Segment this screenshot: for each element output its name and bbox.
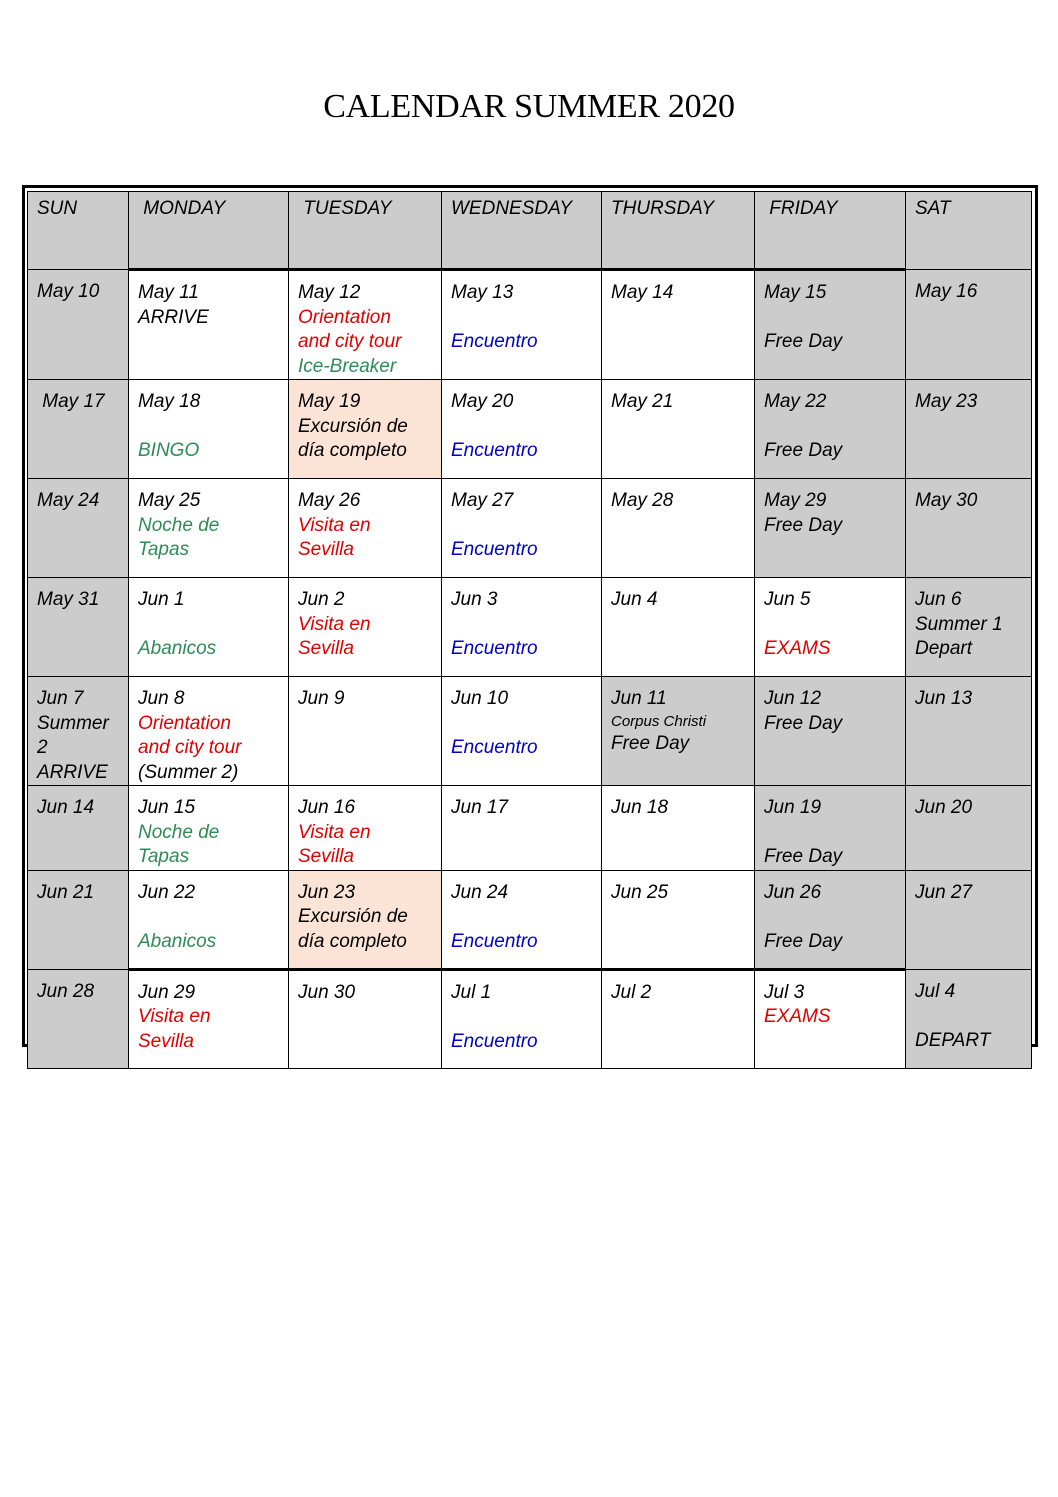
event-text: Encuentro [451, 737, 538, 758]
day-cell-sat [906, 786, 1032, 871]
day-cell-sat [906, 870, 1032, 969]
day-date: Jun 12 [764, 688, 822, 709]
event-text: Excursión de [298, 415, 408, 437]
event-text: Ice-Breaker [298, 355, 397, 377]
blank-line [451, 306, 593, 331]
day-date: Jul 4 [915, 980, 956, 1002]
header-row [28, 192, 1032, 270]
day-date: Jun 16 [298, 797, 356, 818]
event-text: Visita en [298, 514, 371, 536]
header-monday [129, 192, 289, 270]
event-text: 2 [37, 737, 48, 758]
page-title: CALENDAR SUMMER 2020 [323, 88, 735, 125]
event-text: (Summer 2) [138, 761, 239, 783]
week-row [28, 578, 1032, 677]
day-cell-fri [755, 870, 906, 969]
event-text: EXAMS [764, 1006, 831, 1027]
day-cell-sun [28, 786, 129, 871]
day-cell-thu [602, 969, 755, 1068]
day-date: Jun 25 [611, 881, 669, 903]
day-cell-wed [442, 786, 602, 871]
event-text: día completo [298, 440, 407, 461]
day-date: Jun 19 [764, 797, 822, 818]
event-text: Sevilla [138, 1030, 194, 1052]
blank-line [451, 613, 593, 638]
header-label: THURSDAY [611, 198, 715, 219]
day-cell-fri [755, 270, 906, 380]
day-cell-wed [442, 969, 602, 1068]
blank-line [451, 712, 593, 737]
day-date: Jun 21 [37, 881, 95, 903]
day-cell-sat [906, 380, 1032, 479]
event-text: EXAMS [764, 638, 831, 659]
event-text: Free Day [764, 930, 843, 952]
week-row [28, 677, 1032, 786]
event-text: Free Day [764, 712, 843, 734]
event-text: Visita en [298, 821, 371, 843]
day-date: Jun 4 [611, 589, 658, 610]
event-text: Free Day [764, 514, 843, 536]
event-text: Free Day [764, 846, 843, 867]
day-cell-mon [129, 270, 289, 380]
day-cell-sun [28, 969, 129, 1068]
event-text: Abanicos [138, 930, 217, 952]
day-cell-wed [442, 870, 602, 969]
day-cell-fri [755, 969, 906, 1068]
week-row [28, 870, 1032, 969]
day-date: Jun 24 [451, 881, 509, 903]
event-text: Abanicos [138, 638, 217, 659]
header-thursday [602, 192, 755, 270]
blank-line [764, 415, 897, 440]
day-date: May 30 [915, 490, 978, 511]
day-date: May 20 [451, 391, 514, 412]
day-cell-tue [289, 786, 442, 871]
blank-line [451, 514, 593, 539]
day-cell-sun [28, 677, 129, 786]
day-date: Jun 22 [138, 881, 196, 903]
day-date: May 26 [298, 490, 361, 511]
day-date: May 23 [915, 391, 978, 412]
event-text: Sevilla [298, 539, 354, 560]
day-date: May 22 [764, 391, 827, 412]
day-date: May 11 [138, 282, 199, 303]
calendar-table [27, 191, 1032, 1069]
week-row [28, 270, 1032, 380]
day-cell-tue [289, 677, 442, 786]
event-text: Encuentro [451, 440, 538, 461]
event-text: Summer [37, 712, 109, 734]
day-date: May 31 [37, 589, 100, 610]
header-label: FRIDAY [764, 198, 838, 219]
event-text: Excursión de [298, 906, 408, 927]
day-date: May 12 [298, 282, 361, 303]
day-cell-mon [129, 479, 289, 578]
day-date: Jun 17 [451, 797, 509, 818]
day-cell-tue [289, 479, 442, 578]
day-date: May 25 [138, 490, 201, 511]
day-date: Jun 5 [764, 589, 811, 610]
header-sat [906, 192, 1032, 270]
day-cell-thu [602, 479, 755, 578]
event-text: Encuentro [451, 930, 538, 952]
blank-line [138, 905, 280, 930]
header-label: SUN [37, 198, 78, 219]
day-date: May 15 [764, 282, 827, 303]
day-date: Jun 14 [37, 797, 95, 818]
day-cell-wed [442, 380, 602, 479]
day-cell-wed [442, 578, 602, 677]
day-date: May 19 [298, 391, 361, 412]
event-text: Orientation [138, 712, 231, 734]
event-text: Orientation [298, 306, 391, 328]
day-date: May 29 [764, 490, 827, 511]
event-text: Noche de [138, 514, 220, 536]
day-cell-fri [755, 479, 906, 578]
day-cell-sun [28, 380, 129, 479]
day-date: May 24 [37, 490, 100, 511]
day-date: Jun 2 [298, 589, 345, 610]
header-label: WEDNESDAY [451, 198, 573, 219]
day-date: Jul 2 [611, 981, 652, 1003]
day-date: Jun 23 [298, 881, 356, 903]
blank-line [451, 415, 593, 440]
day-cell-sun [28, 270, 129, 380]
day-cell-fri [755, 677, 906, 786]
day-date: May 16 [915, 281, 978, 302]
event-text: Free Day [611, 732, 690, 754]
day-cell-wed [442, 270, 602, 380]
event-text: Sevilla [298, 638, 354, 659]
day-date: May 18 [138, 391, 201, 412]
event-text: and city tour [298, 331, 402, 352]
day-cell-sat [906, 578, 1032, 677]
blank-line [764, 306, 897, 331]
day-date: Jun 1 [138, 589, 185, 610]
header-label: TUESDAY [298, 198, 392, 219]
day-cell-sat [906, 479, 1032, 578]
day-cell-mon [129, 380, 289, 479]
day-cell-thu [602, 270, 755, 380]
day-cell-sat [906, 677, 1032, 786]
event-text: BINGO [138, 440, 200, 461]
day-date: Jul 3 [764, 981, 805, 1003]
event-text: Visita en [138, 1006, 211, 1027]
day-date: May 27 [451, 490, 514, 511]
day-cell-thu [602, 870, 755, 969]
week-row [28, 479, 1032, 578]
day-cell-sat [906, 270, 1032, 380]
day-date: Jun 27 [915, 881, 973, 903]
day-cell-sun [28, 870, 129, 969]
event-text: DEPART [915, 1029, 991, 1051]
week-row [28, 380, 1032, 479]
header-sun [28, 192, 129, 270]
event-text: Tapas [138, 846, 190, 867]
day-date: May 13 [451, 282, 514, 303]
day-cell-fri [755, 380, 906, 479]
day-date: May 17 [37, 391, 105, 412]
day-date: Jun 28 [37, 980, 95, 1002]
day-date: Jun 29 [138, 981, 196, 1003]
event-text: Free Day [764, 331, 843, 352]
event-text: Tapas [138, 539, 190, 560]
blank-line [764, 905, 897, 930]
header-tuesday [289, 192, 442, 270]
day-cell-tue [289, 380, 442, 479]
day-date: Jun 30 [298, 981, 356, 1003]
day-cell-wed [442, 677, 602, 786]
day-date: Jun 13 [915, 688, 973, 709]
event-text: Noche de [138, 821, 220, 843]
header-label: SAT [915, 198, 951, 219]
day-date: Jun 7 [37, 688, 84, 709]
day-date: May 21 [611, 391, 674, 412]
day-cell-thu [602, 578, 755, 677]
day-cell-sun [28, 578, 129, 677]
event-text: and city tour [138, 737, 242, 758]
day-cell-tue [289, 870, 442, 969]
day-cell-fri [755, 578, 906, 677]
day-cell-thu [602, 786, 755, 871]
week-row [28, 786, 1032, 871]
blank-line [764, 821, 897, 846]
calendar-body [28, 270, 1032, 1069]
event-text: ARRIVE [37, 761, 108, 783]
header-wednesday [442, 192, 602, 270]
event-text: día completo [298, 930, 407, 952]
day-date: May 28 [611, 490, 674, 511]
day-cell-tue [289, 270, 442, 380]
blank-line [138, 613, 280, 638]
event-text: Encuentro [451, 638, 538, 659]
day-date: Jun 15 [138, 797, 196, 818]
event-text: Depart [915, 638, 973, 659]
event-text: Encuentro [451, 539, 538, 560]
holiday-note: Corpus Christi [611, 712, 707, 730]
blank-line [764, 613, 897, 638]
day-cell-thu [602, 677, 755, 786]
event-text: Free Day [764, 440, 843, 461]
day-cell-tue [289, 578, 442, 677]
day-cell-wed [442, 479, 602, 578]
day-cell-mon [129, 786, 289, 871]
day-cell-mon [129, 870, 289, 969]
day-cell-mon [129, 969, 289, 1068]
event-text: Encuentro [451, 1030, 538, 1052]
day-date: Jun 11 [611, 688, 667, 709]
day-date: Jun 3 [451, 589, 498, 610]
day-date: Jun 6 [915, 589, 962, 610]
day-cell-thu [602, 380, 755, 479]
blank-line [451, 905, 593, 930]
day-cell-fri [755, 786, 906, 871]
week-row [28, 969, 1032, 1068]
day-date: Jun 10 [451, 688, 509, 709]
day-cell-tue [289, 969, 442, 1068]
event-text: Sevilla [298, 846, 354, 867]
event-text: ARRIVE [138, 306, 209, 328]
day-cell-mon [129, 677, 289, 786]
header-friday [755, 192, 906, 270]
header-label: MONDAY [138, 198, 226, 219]
day-date: Jun 18 [611, 797, 669, 818]
day-date: Jun 8 [138, 688, 185, 709]
day-date: Jun 20 [915, 797, 973, 818]
day-date: May 10 [37, 281, 100, 302]
day-date: Jun 9 [298, 688, 345, 709]
blank-line [138, 415, 280, 440]
day-cell-sat [906, 969, 1032, 1068]
blank-line [915, 1004, 1023, 1029]
day-cell-mon [129, 578, 289, 677]
blank-line [451, 1005, 593, 1030]
day-cell-sun [28, 479, 129, 578]
event-text: Visita en [298, 613, 371, 635]
day-date: May 14 [611, 282, 674, 303]
day-date: Jun 26 [764, 881, 822, 903]
event-text: Encuentro [451, 331, 538, 352]
event-text: Summer 1 [915, 613, 1003, 635]
day-date: Jul 1 [451, 981, 492, 1003]
